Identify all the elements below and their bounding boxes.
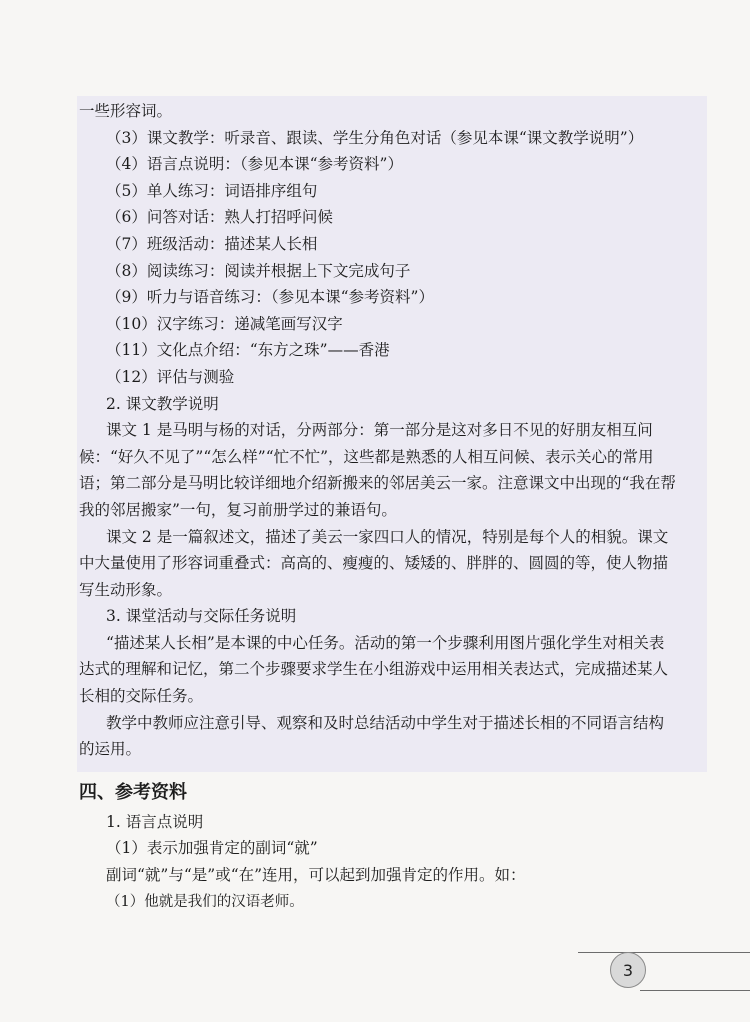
paragraph: “描述某人长相”是本课的中心任务。活动的第一个步骤利用图片强化学生对相关表达式的理解和记忆，第二个步骤要求学生在小组游戏中运用相关表达式，完成描述某人长相的交际任务。 [79,633,669,706]
step-item: （4）语言点说明：（参见本课“参考资料”） [106,155,403,174]
step-item: （6）问答对话：熟人打招呼问候 [106,208,333,227]
page-content [79,98,679,915]
paragraph: 教学中教师应注意引导、观察和及时总结活动中学生对于描述长相的不同语言结构的运用。 [79,713,665,759]
part-heading: 四、参考资料 [79,781,187,803]
step-item: （5）单人练习：词语排序组句 [106,181,318,200]
example-sentence: （1）他就是我们的汉语老师。 [106,893,304,910]
paragraph: 课文 1 是马明与杨的对话，分两部分：第一部分是这对多日不见的好朋友相互问候：“好久不见了”“怎么样”“忙不忙”，这些都是熟悉的人相互问候、表示关心的常用语；第二部分是马明比较详细地介绍新搬来的邻居美云一家。注意课文中出现的“我在帮我的邻居搬家”一句，复习前册学过的兼语句。 [79,421,676,519]
footer-rule [578,952,750,953]
footer-rule [640,990,750,991]
page-number-badge [610,952,646,988]
section-subtitle: （1）表示加强肯定的副词“就” [106,839,318,858]
step-item: （9）听力与语音练习：（参见本课“参考资料”） [106,288,434,307]
paragraph: 课文 2 是一篇叙述文，描述了美云一家四口人的情况，特别是每个人的相貌。课文中大量使用了形容词重叠式：高高的、瘦瘦的、矮矮的、胖胖的、圆圆的等，使人物描写生动形象。 [79,527,669,599]
step-item: （12）评估与测验 [106,367,235,386]
step-item: （11）文化点介绍：“东方之珠”——香港 [106,341,390,360]
step-item: （8）阅读练习：阅读并根据上下文完成句子 [106,261,411,280]
text-line: 一些形容词。 [79,102,173,120]
paragraph: 副词“就”与“是”或“在”连用，可以起到加强肯定的作用。如： [106,866,526,885]
step-item: （7）班级活动：描述某人长相 [106,234,318,253]
step-item: （3）课文教学：听录音、跟读、学生分角色对话（参见本课“课文教学说明”） [106,128,644,147]
page-number: 3 [622,960,634,980]
step-item: （10）汉字练习：递减笔画写汉字 [106,314,343,333]
section-title: 2. 课文教学说明 [106,394,219,413]
section-title: 3. 课堂活动与交际任务说明 [106,607,297,626]
section-title: 1. 语言点说明 [106,812,204,831]
